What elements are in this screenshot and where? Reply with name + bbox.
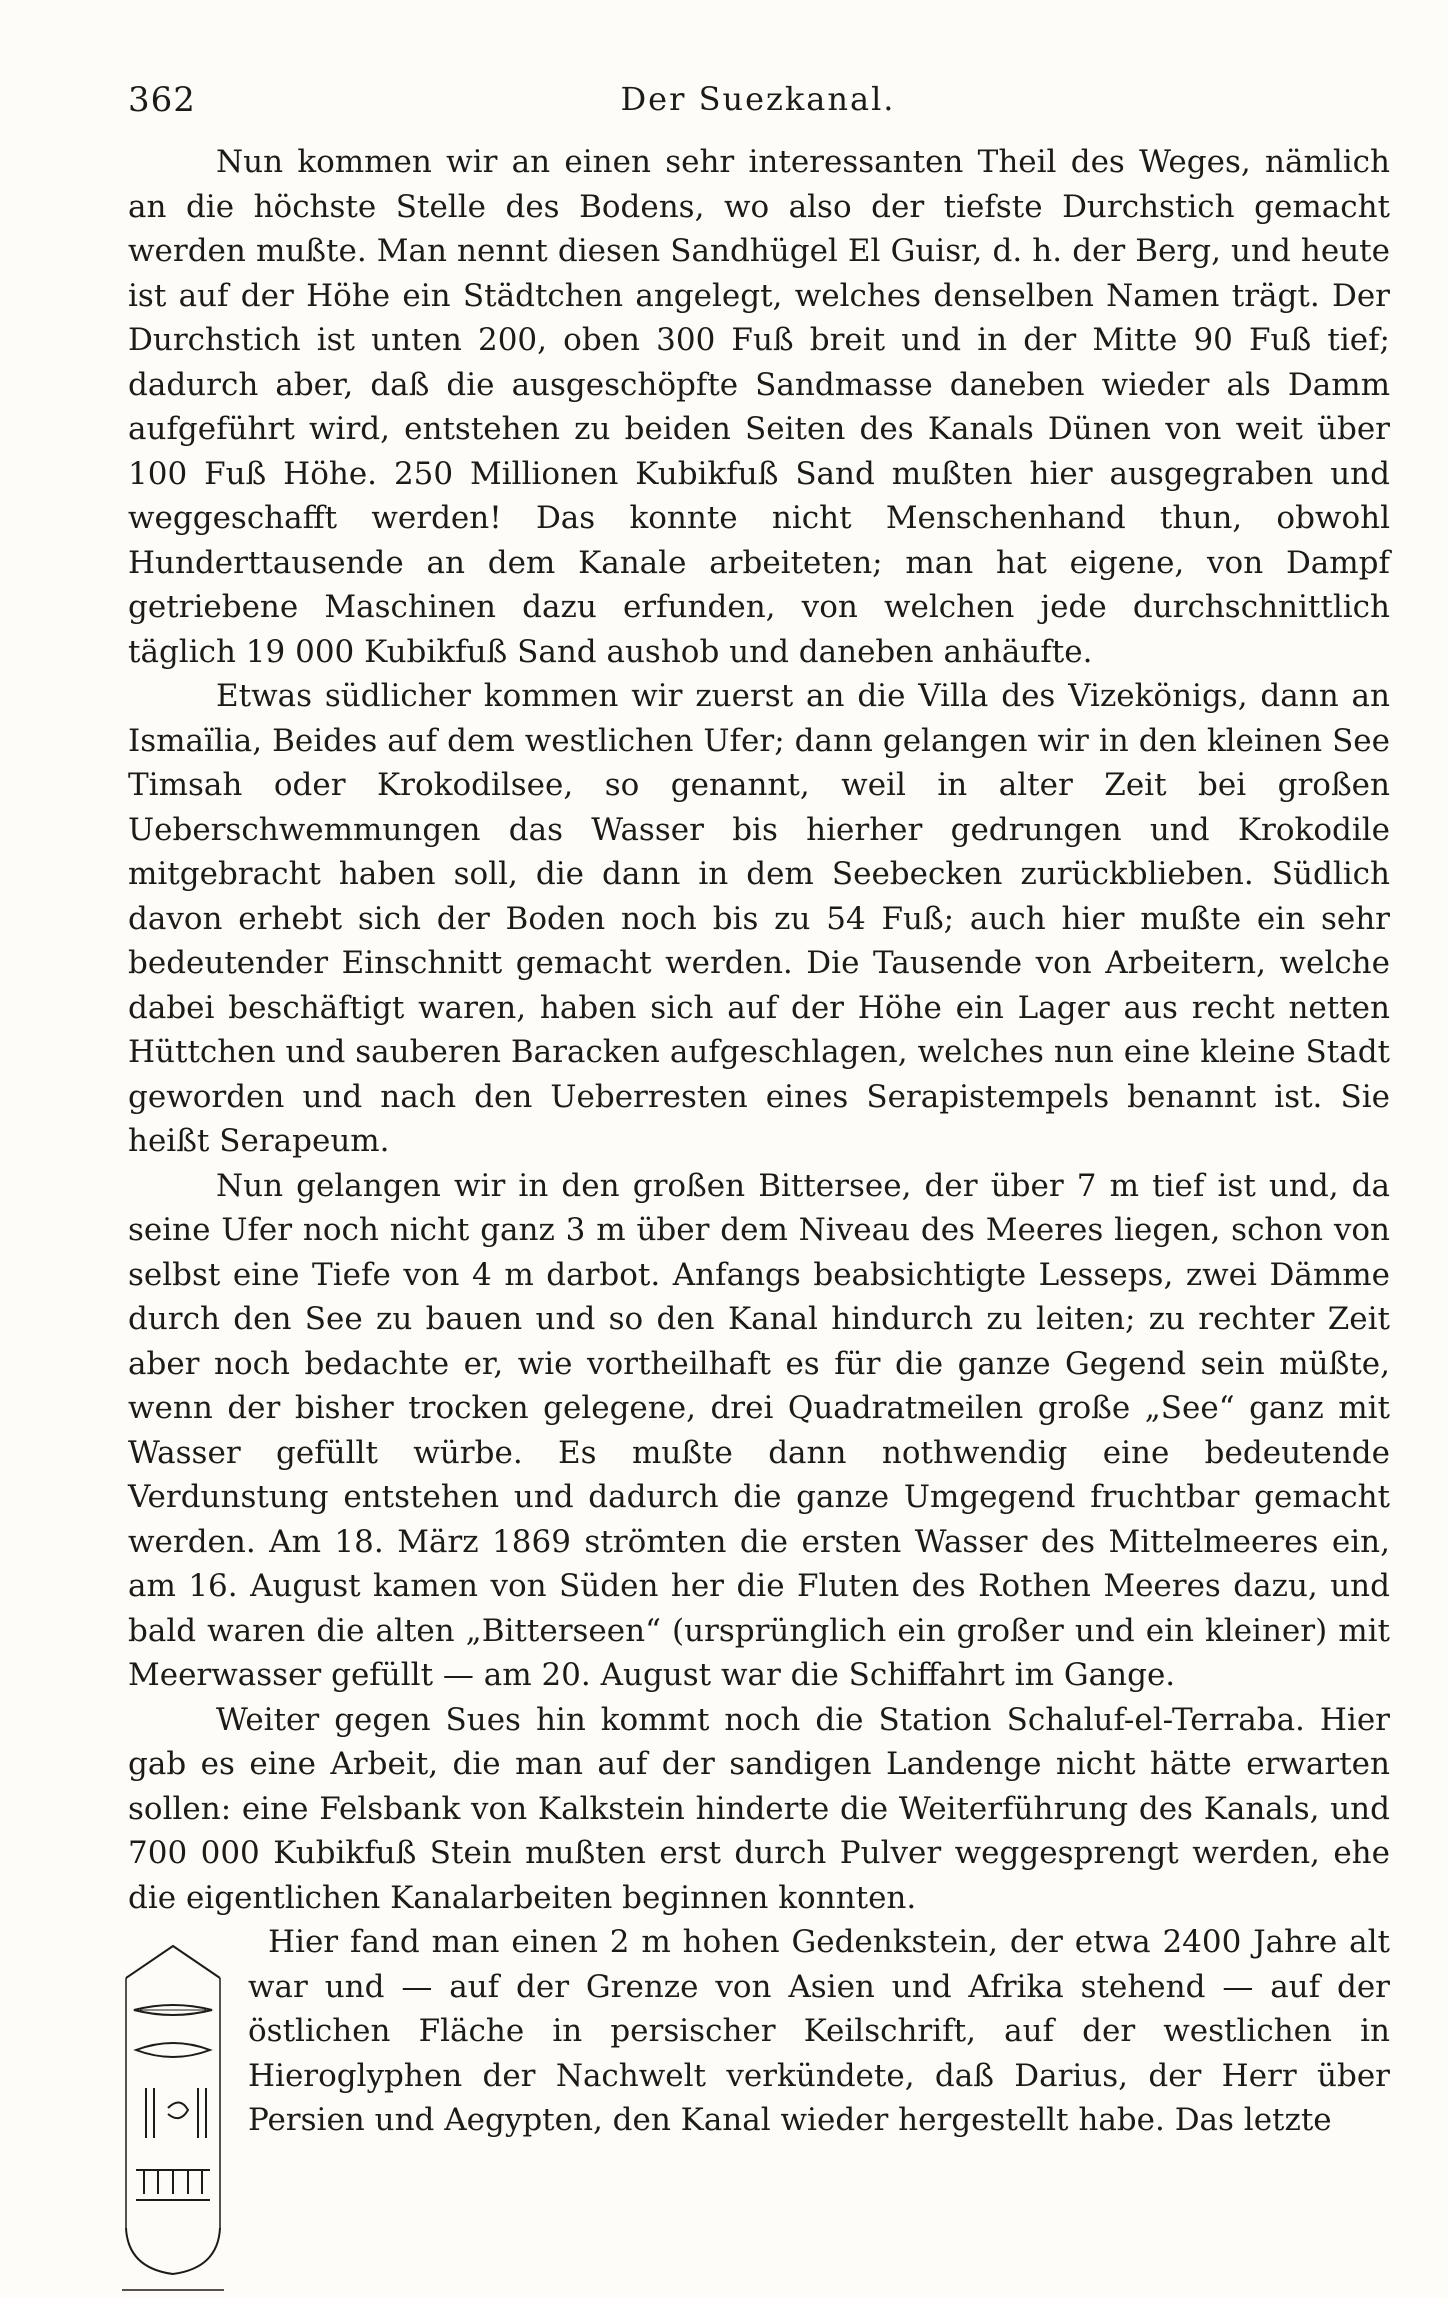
- page-header: [128, 70, 1388, 120]
- running-head: Der Suezkanal.: [620, 80, 896, 118]
- figure-block: [128, 1698, 1390, 2143]
- paragraph-el-guisr: Nun kommen wir an einen sehr interessanten Theil des Weges, nämlich an die höchste Stelle des Bodens, wo also der tiefste Durchstich gemacht werden mußte. Man nennt diesen Sandhügel El Guisr, d. h. der Berg, und heute ist auf der Höhe ein Städtchen angelegt, welches denselben Namen trägt. Der Durchstich ist unten 200, oben 300 Fuß breit und in der Mitte 90 Fuß tief; dadurch aber, daß die ausgeschöpfte Sandmasse daneben wieder als Damm aufgeführt wird, entstehen zu beiden Seiten des Kanals Dünen von weit über 100 Fuß Höhe. 250 Millionen Kubikfuß Sand mußten hier ausgegraben und weggeschafft werden! Das konnte nicht Menschenhand thun, obwohl Hunderttausende an dem Kanale arbeiteten; man hat eigene, von Dampf getriebene Maschinen dazu erfunden, von welchen jede durchschnittlich täglich 19 000 Kubikfuß Sand aushob und daneben anhäufte.: [128, 144, 1390, 670]
- paragraph-bittersee: Nun gelangen wir in den großen Bittersee, der über 7 m tief ist und, da seine Ufer noch nicht ganz 3 m über dem Niveau des Meeres liegen, schon von selbst eine Tiefe von 4 m darbot. Anfangs beabsichtigte Lesseps, zwei Dämme durch den See zu bauen und so den Kanal hindurch zu leiten; zu rechter Zeit aber noch bedachte er, wie vortheilhaft es für die ganze Gegend sein müßte, wenn der bisher trocken gelegene, drei Quadratmeilen große „See“ ganz mit Wasser gefüllt würbe. Es mußte dann nothwendig eine bedeutende Verdunstung entstehen und dadurch die ganze Umgegend fruchtbar gemacht werden. Am 18. März 1869 strömten die ersten Wasser des Mittelmeeres ein, am 16. August kamen von Süden her die Fluten des Rothen Meeres dazu, und bald waren die alten „Bitterseen“ (ursprünglich ein großer und ein kleiner) mit Meerwasser gefüllt — am 20. August war die Schiffahrt im Gange.: [128, 1167, 1390, 1693]
- paragraph-ismailia: Etwas südlicher kommen wir zuerst an die Villa des Vizekönigs, dann an Ismaïlia, Beides auf dem westlichen Ufer; dann gelangen wir in den kleinen See Timsah oder Krokodilsee, so genannt, weil in alter Zeit bei großen Ueberschwemmungen das Wasser bis hierher gedrungen und Krokodile mitgebracht haben soll, die dann in dem Seebecken zurückblieben. Südlich davon erhebt sich der Boden noch bis zu 54 Fuß; auch hier mußte ein sehr bedeutender Einschnitt gemacht werden. Die Tausende von Arbeitern, welche dabei beschäftigt waren, haben sich auf der Höhe ein Lager aus recht netten Hüttchen und sauberen Baracken aufgeschlagen, welches nun eine kleine Stadt geworden und nach den Ueberresten eines Serapistempels benannt ist. Sie heißt Serapeum.: [128, 678, 1390, 1159]
- hieroglyph-cartouche-icon: [118, 1938, 228, 2298]
- body-text: [128, 140, 1390, 2298]
- paragraph-darius: Hier fand man einen 2 m hohen Gedenkstein, der etwa 2400 Jahre alt war und — auf der Grenze von Asien und Afrika stehend — auf der östlichen Fläche in persischer Keilschrift, auf der westlichen in Hieroglyphen der Nachwelt verkündete, daß Darius, der Herr über Persien und Aegypten, den Kanal wieder hergestellt habe. Das letzte: [248, 1924, 1390, 2138]
- paragraph-schaluf: Weiter gegen Sues hin kommt noch die Station Schaluf-el-Terraba. Hier gab es eine Arbeit, die man auf der sandigen Landenge nicht hätte erwarten sollen: eine Felsbank von Kalkstein hinderte die Weiterführung des Kanals, und 700 000 Kubikfuß Stein mußten erst durch Pulver weggesprengt werden, ehe die eigentlichen Kanalarbeiten beginnen konnten.: [128, 1701, 1390, 1916]
- page-number: 362: [128, 80, 196, 120]
